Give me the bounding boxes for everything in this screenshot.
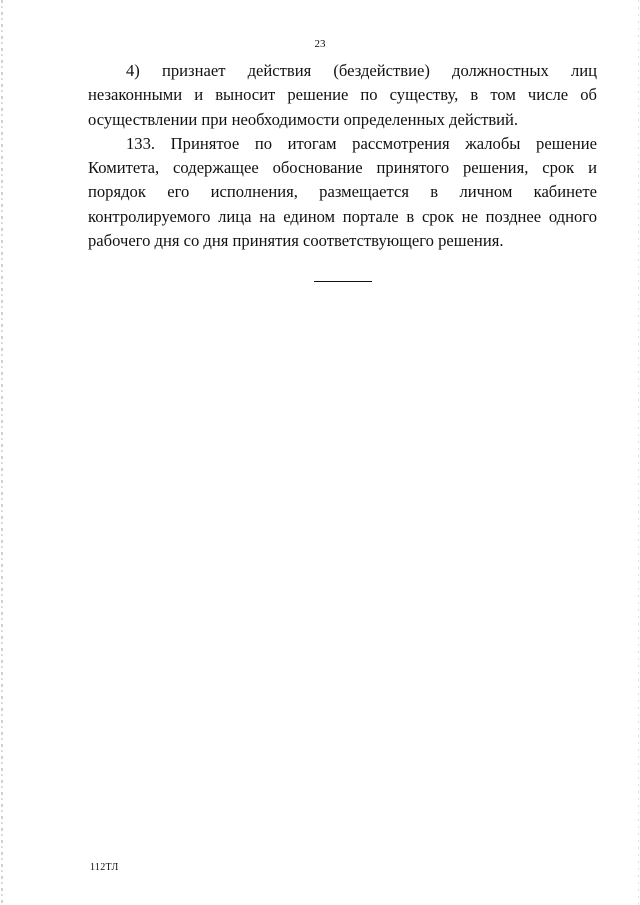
paragraph-text: 133. Принятое по итогам рассмотрения жалобы решение Комитета, содержащее обоснование принятого решения, срок и порядок его исполнения, размещается в личном кабинете контролируемого лица на едином портале в срок не позднее одного рабочего дня со дня принятия соответствующего решения. bbox=[88, 133, 597, 251]
document-body bbox=[88, 59, 597, 253]
end-separator-line bbox=[314, 281, 372, 282]
paragraph-text: 4) признает действия (бездействие) должностных лиц незаконными и выносит решение по существу, в том числе об осуществлении при необходимости определенных действий. bbox=[88, 61, 597, 129]
page-number: 23 bbox=[314, 38, 326, 50]
scan-edge-right bbox=[638, 0, 639, 905]
paragraph-item-133 bbox=[88, 132, 597, 253]
paragraph-item-4 bbox=[88, 59, 597, 132]
footer-document-code: 112ТЛ bbox=[90, 862, 119, 873]
scan-edge-left bbox=[1, 0, 3, 905]
